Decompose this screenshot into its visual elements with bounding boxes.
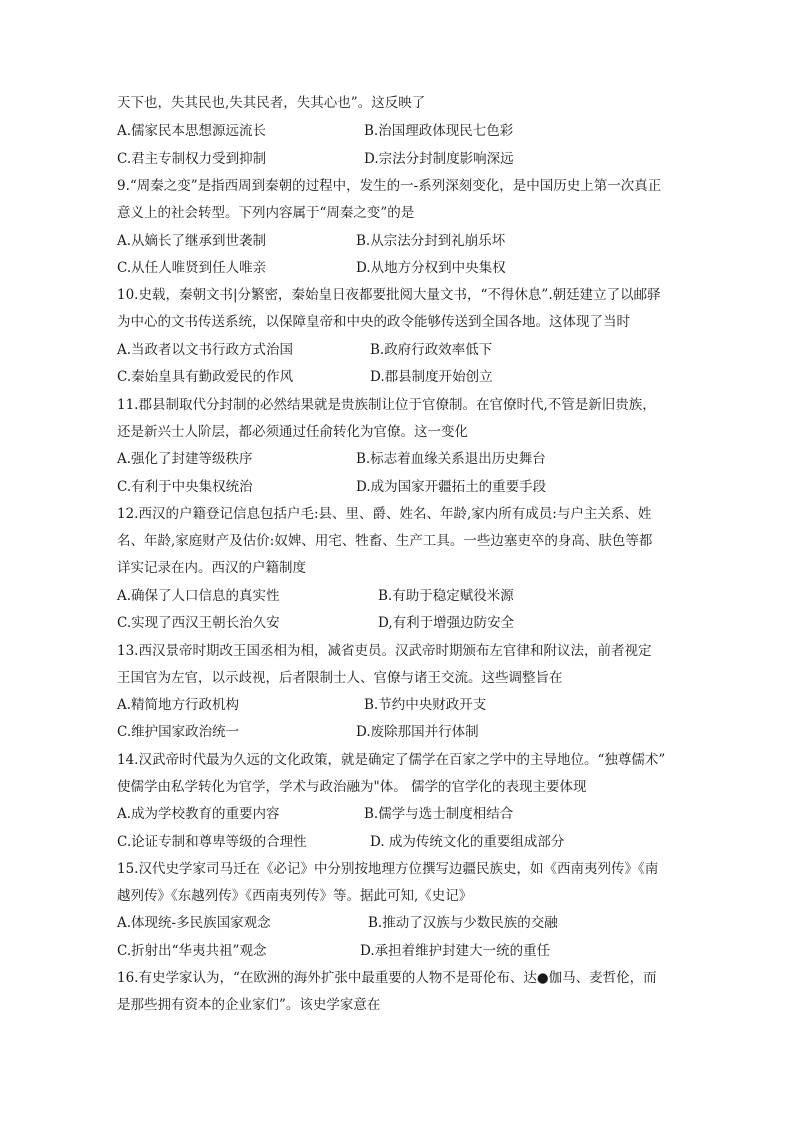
q9-option-c: C.从任人唯贤到任人唯亲	[117, 260, 267, 276]
q12-stem-line-1: 12.西汉的户籍登记信息包括户毛:县、里、爵、姓名、年龄,家内所有成员:与户主关系、姓	[117, 506, 652, 522]
q14-option-c: C.论证专制和尊卑等级的合理性	[117, 834, 307, 850]
q8-option-b: B.治国理政体现民七色彩	[364, 123, 514, 139]
q12-option-a: A.确保了人口信息的真实性	[117, 588, 280, 604]
q10-option-b: B.政府行政效率低下	[370, 342, 493, 358]
q8-option-d: D.宗法分封制度影响深远	[364, 151, 514, 167]
q11-option-b: B.标志着血缘关系退出历史舞台	[356, 451, 546, 467]
q9-option-d: D.从地方分权到中央集权	[356, 260, 506, 276]
q14-option-b: B.儒学与选士制度相结合	[364, 806, 514, 822]
q15-option-b: B.推动了汉族与少数民族的交融	[368, 915, 558, 931]
q13-option-c: C.维护国家政治统一	[117, 724, 240, 740]
q12-option-b: B.有助于稳定赋役米源	[378, 588, 514, 604]
q12-option-c: C.实现了西汉王朝长治久安	[117, 615, 280, 631]
q13-stem-line-1: 13.西汉景帝时期改王国丞相为相，减省吏员。汉武帝时期颁布左官律和附议法，前者视定	[117, 643, 652, 659]
q8-option-c: C.君主专制权力受到抑制	[117, 151, 267, 167]
q14-stem-line-2: 使儒学由私学转化为官学，学术与政治融为"体。 儒学的官学化的表现主要体现	[117, 779, 587, 795]
q12-option-d: D,有利于增强边防安全	[378, 615, 515, 631]
q10-option-c: C.秦始皇具有勤政爱民的作风	[117, 369, 294, 385]
q15-stem-line-2: 越列传》《东越列传》《西南夷列传》等。据此可知,《史记》	[117, 888, 473, 904]
q12-stem-line-2: 名、年龄,家庭财产及估价:奴婢、用宅、牲畜、生产工具。一些边塞吏卒的身高、肤色等都	[117, 533, 653, 549]
q10-stem-line-1: 10.史载，秦朝文书|分繁密，秦始皇日夜都要批阅大量文书，“不得休息”.朝廷建立了以邮驿	[117, 287, 661, 303]
q10-option-a: A.当政者以文书行政方式治国	[117, 342, 294, 358]
q14-option-a: A.成为学校教育的重要内容	[117, 806, 280, 822]
q11-stem-line-2: 还是新兴士人阶层，都必须通过任俞转化为官僚。这一变化	[117, 424, 468, 440]
q11-option-c: C.有利于中央集权统治	[117, 479, 253, 495]
q15-option-c: C.折射出“华夷共祖”观念	[117, 943, 267, 959]
q13-option-b: B.节约中央财政开支	[364, 697, 487, 713]
intro-line: 天下也，失其民也,失其民者，失其心也”。这反映了	[117, 95, 426, 111]
q13-option-a: A.精简地方行政机构	[117, 697, 240, 713]
q9-stem-line-2: 意义上的社会转型。下列内容属于“周秦之变”的是	[117, 205, 415, 221]
q15-option-d: D.承担着维护封建大一统的重任	[360, 943, 551, 959]
q13-option-d: D.废除那国并行体制	[356, 724, 479, 740]
q12-stem-line-3: 详实记录在内。西汉的户籍制度	[117, 560, 306, 576]
q9-option-a: A.从嫡长了继承到世袭制	[117, 233, 267, 249]
q15-option-a: A.体现统-多民族国家观念	[117, 915, 271, 931]
q9-stem-line-1: 9.“周秦之变”是指西周到秦朝的过程中，发生的一-系列深刻变化，是中国历史上第一次真正	[117, 178, 662, 194]
q16-stem-line-2: 是那些拥有资本的企业家们”。该史学家意在	[117, 997, 381, 1013]
q9-option-b: B.从宗法分封到礼崩乐坏	[356, 233, 506, 249]
q11-option-a: A.强化了封建等级秩序	[117, 451, 253, 467]
q11-stem-line-1: 11.郡县制取代分封制的必然结果就是贵族制让位于官僚制。在官僚时代,不管是新旧贵族，	[117, 397, 656, 413]
q16-stem-line-1: 16.有史学家认为，“在欧洲的海外扩张中最重要的人物不是哥伦布、达●伽马、麦哲伦，而	[117, 970, 657, 986]
q10-option-d: D.郡县制度开始创立	[370, 369, 493, 385]
q14-stem-line-1: 14.汉武帝时代最为久远的文化政策，就是确定了儒学在百家之学中的主导地位。“独尊儒术”	[117, 752, 666, 768]
q15-stem-line-1: 15.汉代史学家司马迁在《必记》中分别按地理方位撰写边疆民族史，如《西南夷列传》《南	[117, 861, 659, 877]
q14-option-d: D. 成为传统文化的重要组成部分	[370, 834, 565, 850]
q8-option-a: A.儒家民本思想源远流长	[117, 123, 267, 139]
q11-option-d: D.成为国家开疆拓土的重要手段	[356, 479, 547, 495]
q13-stem-line-2: 王国官为左官，以示歧视，后者限制士人、官僚与诸王交流。这些调整旨在	[117, 670, 563, 686]
q10-stem-line-2: 为中心的文书传送系统，以保障皇帝和中央的政令能够传送到全国各地。这体现了当时	[117, 314, 630, 330]
